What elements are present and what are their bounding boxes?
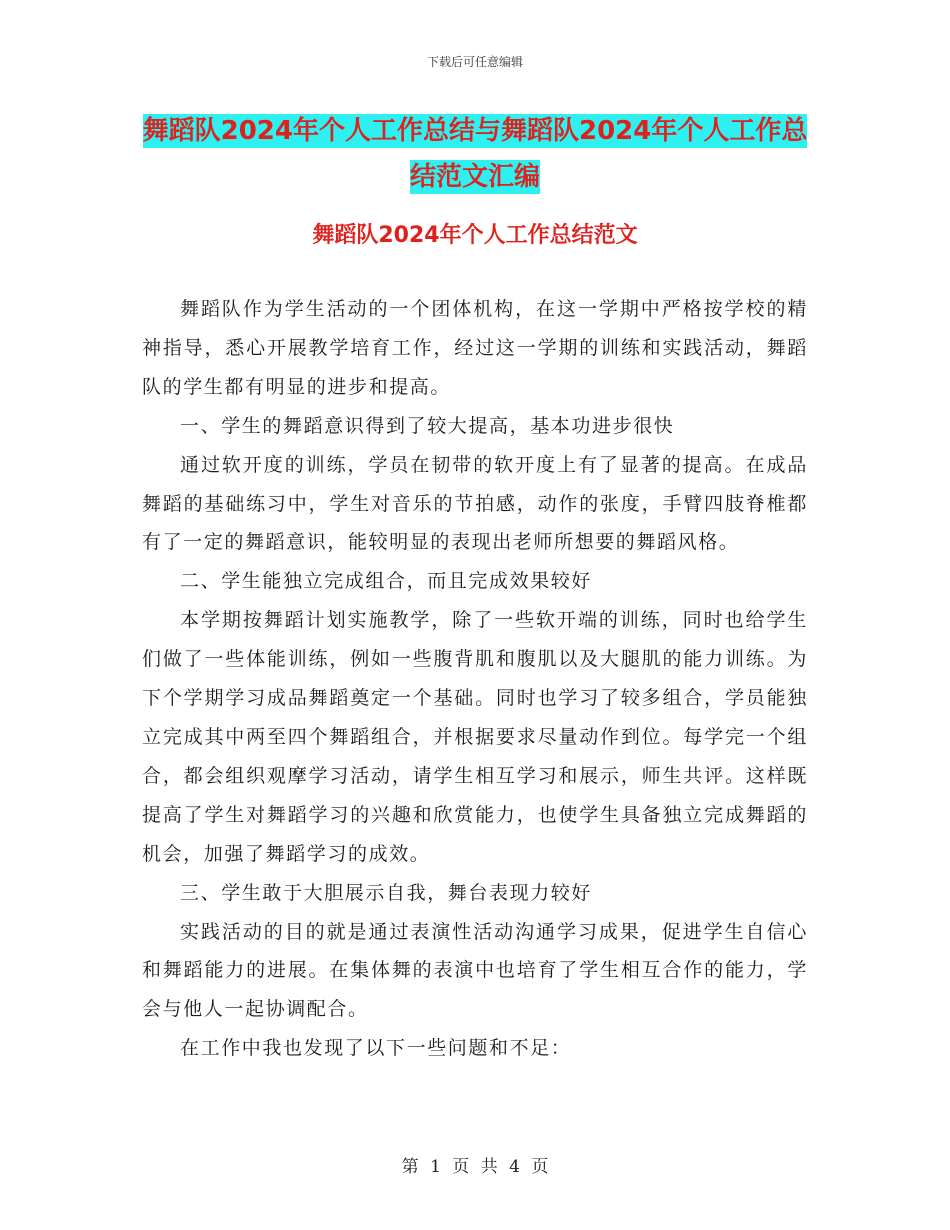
paragraph-issues-intro: 在工作中我也发现了以下一些问题和不足：: [180, 1037, 572, 1060]
document-body: [142, 290, 808, 1068]
paragraph-point-1: 通过软开度的训练，学员在韧带的软开度上有了显著的提高。在成品舞蹈的基础练习中，学生对音乐的节拍感，动作的张度，手臂四肢脊椎都有了一定的舞蹈意识，能较明显的表现出老师所想要的舞蹈风格。: [142, 453, 808, 554]
document-title-text: 舞蹈队2024年个人工作总结与舞蹈队2024年个人工作总结范文汇编: [142, 116, 808, 192]
paragraph-intro: 舞蹈队作为学生活动的一个团体机构，在这一学期中严格按学校的精神指导，悉心开展教学培育工作，经过这一学期的训练和实践活动，舞蹈队的学生都有明显的进步和提高。: [142, 298, 808, 398]
paragraph-point-2: 本学期按舞蹈计划实施教学，除了一些软开端的训练，同时也给学生们做了一些体能训练，例如一些腹背肌和腹肌以及大腿肌的能力训练。为下个学期学习成品舞蹈奠定一个基础。同时也学习了较多组合，学员能独立完成其中两至四个舞蹈组合，并根据要求尽量动作到位。每学完一个组合，都会组织观摩学习活动，请学生相互学习和展示，师生共评。这样既提高了学生对舞蹈学习的兴趣和欣赏能力，也使学生具备独立完成舞蹈的机会，加强了舞蹈学习的成效。: [142, 609, 808, 865]
heading-point-3: 三、学生敢于大胆展示自我，舞台表现力较好: [180, 881, 593, 904]
paragraph-point-3: 实践活动的目的就是通过表演性活动沟通学习成果，促进学生自信心和舞蹈能力的进展。在集体舞的表演中也培育了学生相互合作的能力，学会与他人一起协调配合。: [142, 920, 808, 1021]
document-title: [140, 108, 810, 200]
section-title: 舞蹈队2024年个人工作总结范文: [312, 223, 638, 248]
page-number-footer: 第 1 页 共 4 页: [401, 1157, 549, 1177]
page-header-note: 下载后可任意编辑: [426, 55, 523, 69]
heading-point-2: 二、学生能独立完成组合，而且完成效果较好: [180, 570, 593, 593]
heading-point-1: 一、学生的舞蹈意识得到了较大提高，基本功进步很快: [180, 414, 675, 437]
